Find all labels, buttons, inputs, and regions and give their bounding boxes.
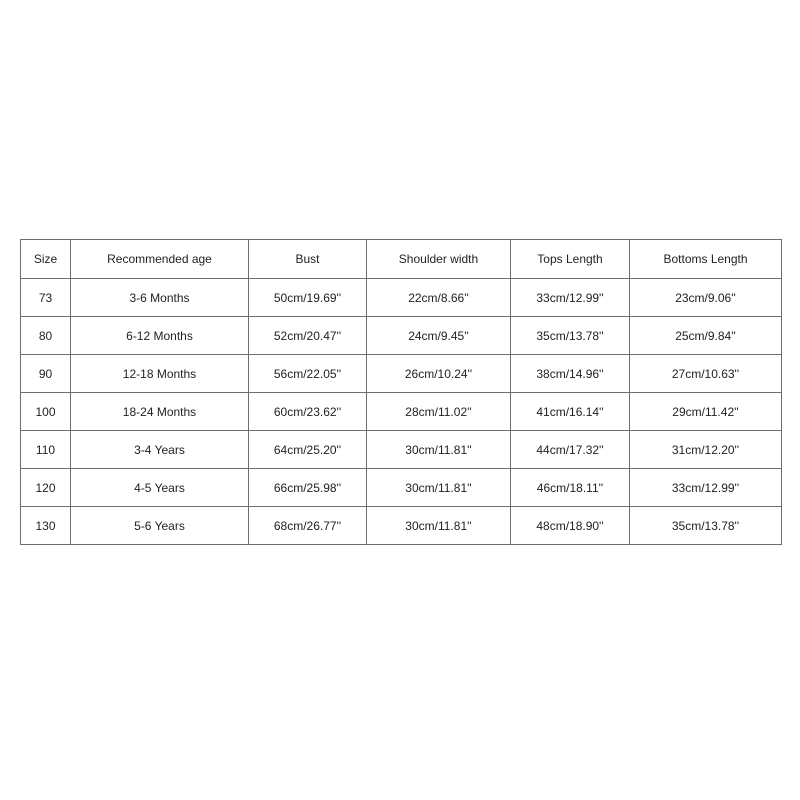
header-bottoms-length: Bottoms Length: [630, 240, 782, 279]
header-recommended-age: Recommended age: [71, 240, 249, 279]
cell-shoulder-width: 22cm/8.66'': [367, 279, 511, 317]
cell-size: 100: [21, 393, 71, 431]
table-row: [21, 279, 782, 317]
cell-bust: 66cm/25.98'': [249, 469, 367, 507]
header-row: [21, 240, 782, 279]
header-size: Size: [21, 240, 71, 279]
header-bust: Bust: [249, 240, 367, 279]
cell-shoulder-width: 30cm/11.81'': [367, 431, 511, 469]
cell-recommended-age: 12-18 Months: [71, 355, 249, 393]
cell-recommended-age: 6-12 Months: [71, 317, 249, 355]
cell-recommended-age: 3-6 Months: [71, 279, 249, 317]
cell-bottoms-length: 35cm/13.78'': [630, 507, 782, 545]
cell-tops-length: 33cm/12.99'': [511, 279, 630, 317]
table-row: [21, 355, 782, 393]
cell-recommended-age: 4-5 Years: [71, 469, 249, 507]
cell-bust: 50cm/19.69'': [249, 279, 367, 317]
cell-recommended-age: 18-24 Months: [71, 393, 249, 431]
cell-bottoms-length: 27cm/10.63'': [630, 355, 782, 393]
cell-shoulder-width: 30cm/11.81'': [367, 507, 511, 545]
header-shoulder-width: Shoulder width: [367, 240, 511, 279]
cell-shoulder-width: 30cm/11.81'': [367, 469, 511, 507]
cell-size: 120: [21, 469, 71, 507]
table-row: [21, 431, 782, 469]
cell-shoulder-width: 26cm/10.24'': [367, 355, 511, 393]
cell-size: 73: [21, 279, 71, 317]
cell-tops-length: 48cm/18.90'': [511, 507, 630, 545]
cell-shoulder-width: 24cm/9.45'': [367, 317, 511, 355]
cell-size: 80: [21, 317, 71, 355]
cell-size: 130: [21, 507, 71, 545]
cell-shoulder-width: 28cm/11.02'': [367, 393, 511, 431]
header-tops-length: Tops Length: [511, 240, 630, 279]
cell-tops-length: 38cm/14.96'': [511, 355, 630, 393]
cell-bust: 64cm/25.20'': [249, 431, 367, 469]
table-header: [21, 240, 782, 279]
cell-bottoms-length: 29cm/11.42'': [630, 393, 782, 431]
cell-bust: 52cm/20.47'': [249, 317, 367, 355]
table-body: [21, 279, 782, 545]
size-chart-table: [20, 239, 782, 545]
cell-bust: 68cm/26.77'': [249, 507, 367, 545]
table-row: [21, 317, 782, 355]
cell-size: 90: [21, 355, 71, 393]
cell-size: 110: [21, 431, 71, 469]
cell-bust: 60cm/23.62'': [249, 393, 367, 431]
cell-tops-length: 44cm/17.32'': [511, 431, 630, 469]
cell-recommended-age: 5-6 Years: [71, 507, 249, 545]
cell-tops-length: 46cm/18.11'': [511, 469, 630, 507]
table-row: [21, 469, 782, 507]
cell-bottoms-length: 31cm/12.20'': [630, 431, 782, 469]
cell-tops-length: 35cm/13.78'': [511, 317, 630, 355]
table-row: [21, 507, 782, 545]
cell-bust: 56cm/22.05'': [249, 355, 367, 393]
cell-recommended-age: 3-4 Years: [71, 431, 249, 469]
cell-bottoms-length: 23cm/9.06'': [630, 279, 782, 317]
cell-bottoms-length: 25cm/9.84'': [630, 317, 782, 355]
cell-bottoms-length: 33cm/12.99'': [630, 469, 782, 507]
table-row: [21, 393, 782, 431]
cell-tops-length: 41cm/16.14'': [511, 393, 630, 431]
